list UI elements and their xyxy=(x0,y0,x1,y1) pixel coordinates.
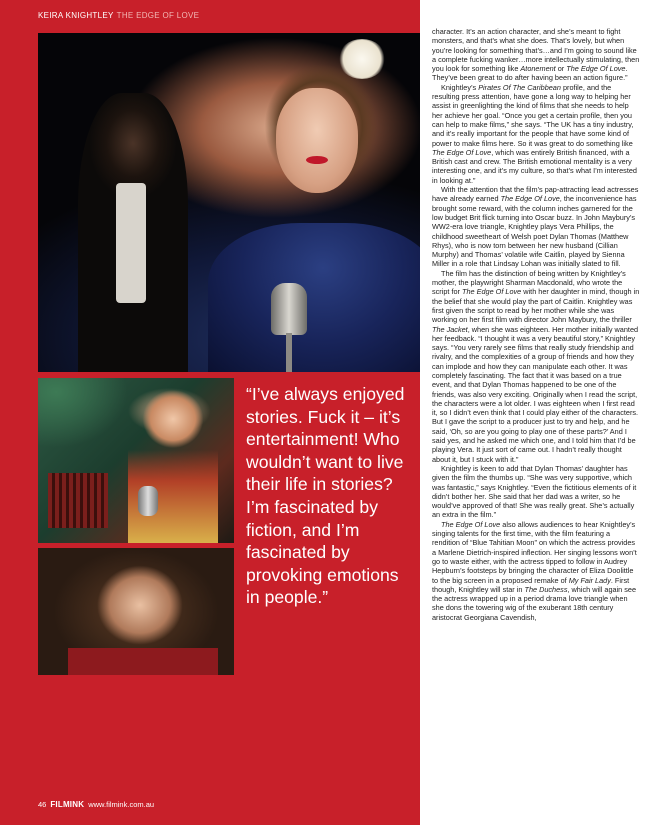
italic-title: The Duchess xyxy=(524,584,568,594)
italic-title: Atonement xyxy=(520,64,556,74)
photo-face xyxy=(276,88,358,193)
text-run: , which was entirely British financed, with a British cast and crew. The British emotional mentality is a very interesting one, and it’s my culture, so that’s what I’m interested in looking at.” xyxy=(432,147,637,185)
italic-title: The Jacket xyxy=(432,324,468,334)
photo-hair-flower xyxy=(338,39,386,79)
running-head-section: THE EDGE OF LOVE xyxy=(116,11,200,20)
magazine-url: www.filmink.com.au xyxy=(88,800,155,809)
article-paragraph xyxy=(432,269,640,464)
pull-quote: “I’ve always enjoyed stories. Fuck it – it’s entertainment! Who wouldn’t want to live their life in stories? I’m fascinated by fiction, and I’m fascinated by provoking emotions in people.” xyxy=(246,384,405,608)
text-run: with her daughter in mind, though in the belief that she would play the part of Caitlin. Knightley was first given the script to read by her mother while she was working on her first film with director John Maybury, the thriller xyxy=(432,287,640,325)
italic-title: The Edge Of Love xyxy=(441,519,501,529)
text-run: . First though, Knightley will star in xyxy=(432,575,630,594)
text-run: , which will again see the actress wrapped up in a period drama love triangle when she dons the towering wig of the exuberant 18th century aristocrat Georgiana Cavendish, xyxy=(432,584,637,622)
photo-collar xyxy=(68,648,218,675)
photo-figure-shirt xyxy=(116,183,146,303)
article-paragraph xyxy=(432,185,640,269)
italic-title: The Edge Of Love xyxy=(500,194,560,204)
italic-title: The Edge Of Love xyxy=(432,147,492,157)
photo-singer xyxy=(128,388,218,543)
photo-microphone xyxy=(271,283,307,335)
second-photo xyxy=(38,378,234,543)
running-head-subject: KEIRA KNIGHTLEY xyxy=(38,11,114,20)
text-run: profile, and the resulting press attention, have gone a long way to helping her assist in greenlighting the kind of films that she needs to help her achieve her goal. “Once you get a certain profile, then you can help to make films,” she says. “The UK has a tiny industry, and it’s really important for the people that have some kind of power to make films here. So it was great to do something like xyxy=(432,82,634,148)
third-photo xyxy=(38,548,234,675)
magazine-brand: FILMINK xyxy=(50,800,85,809)
photo-microphone xyxy=(138,486,158,516)
page-number: 46 xyxy=(38,800,47,809)
article-paragraph xyxy=(432,464,640,520)
folio xyxy=(38,800,154,809)
main-photo xyxy=(38,33,420,372)
text-run: also allows audiences to hear Knightley’s singing talents for the first time, with the film featuring a rendition of “Blue Tahitian Moon” on which the actress provides a Marlene Dietrich-inspired inflection. Her singing lessons won’t go to waste either, with the actress tipped to follow in Audrey Hepburn’s footsteps by bringing the character of Eliza Doolittle to the big screen in a proposed remake of xyxy=(432,519,637,585)
italic-title: The Edge Of Love xyxy=(462,287,522,297)
italic-title: The Edge Of Love xyxy=(566,64,626,74)
photo-lips xyxy=(306,156,328,164)
article-paragraph xyxy=(432,27,640,83)
text-run: or xyxy=(555,64,567,74)
italic-title: My Fair Lady xyxy=(568,575,611,585)
text-run: Knightley is keen to add that Dylan Thomas’ daughter has given the film the thumbs up. “She was very supportive, which was fantastic,” says Knightley. “Even the fictitious elements of it didn’t bother her. She said that her dad was a writer, so he would’ve approved of that! She was really great. She’s actually an extra in the film.” xyxy=(432,463,637,520)
photo-accordion xyxy=(48,473,108,528)
article-paragraph xyxy=(432,520,640,622)
article-body xyxy=(432,27,640,622)
text-run: character. It’s an action character, and she’s meant to fight monsters, and that’s what she does. That’s lovely, but when you’re looking for something that’s…and I’m going to sound like a complete fucking wanker…more intellectually stimulating, then you look for something like xyxy=(432,27,640,74)
photo-palm-backdrop xyxy=(38,378,128,448)
running-head xyxy=(38,11,199,20)
text-run: , when she was eighteen. Her mother initially wanted her feedback. “I thought it was a very beautiful story,” Knightley says. “You very rarely see films that really study friendship and rivalry, and the complexities of a group of friends and how they can implode and how they can manipulate each other. It was completely fascinating. The fact that it was based on a true event, and that Dylan Thomas happened to be one of the friends, was also very exciting. Originally when I read the script, the characters were a lot older. I was eighteen when I first read it, so I didn’t even think that I could play either of the characters. But I gave the script to a producer just to try and help, and he said, ‘Oh, so are you going to play one of these parts?’ And I said yes, and he asked me which one, and I told him that I’d be playing Vera. It just sort of came out. I hadn’t really thought about it, but I stuck with it.” xyxy=(432,324,639,464)
photo-mic-stand xyxy=(286,333,292,372)
italic-title: Pirates Of The Caribbean xyxy=(478,82,561,92)
text-run: With the attention that the film’s pap-attracting lead actresses have already earned xyxy=(432,185,639,204)
article-paragraph xyxy=(432,83,640,185)
photo-feather-boa xyxy=(208,223,420,372)
text-run: . They’ve been great to do after having been an action figure.” xyxy=(432,64,628,83)
text-run: Knightley’s xyxy=(441,82,479,92)
text-run: , the inconvenience has brought some reward, with the column inches garnered for the low budget Brit flick turning into Oscar buzz. In John Maybury’s WW2-era love triangle, Knightley plays Vera Phillips, the childhood sweetheart of Welsh poet Dylan Thomas (Matthew Rhys), who is now torn between her new husband (Cillian Murphy) and Thomas’ volatile wife Caitlin, played by Sienna Miller in a role that Lindsay Lohan was initially slated to fill. xyxy=(432,194,637,269)
text-run: The film has the distinction of being written by Knightley’s mother, the playwright Sharman Macdonald, who wrote the script for xyxy=(432,268,626,297)
